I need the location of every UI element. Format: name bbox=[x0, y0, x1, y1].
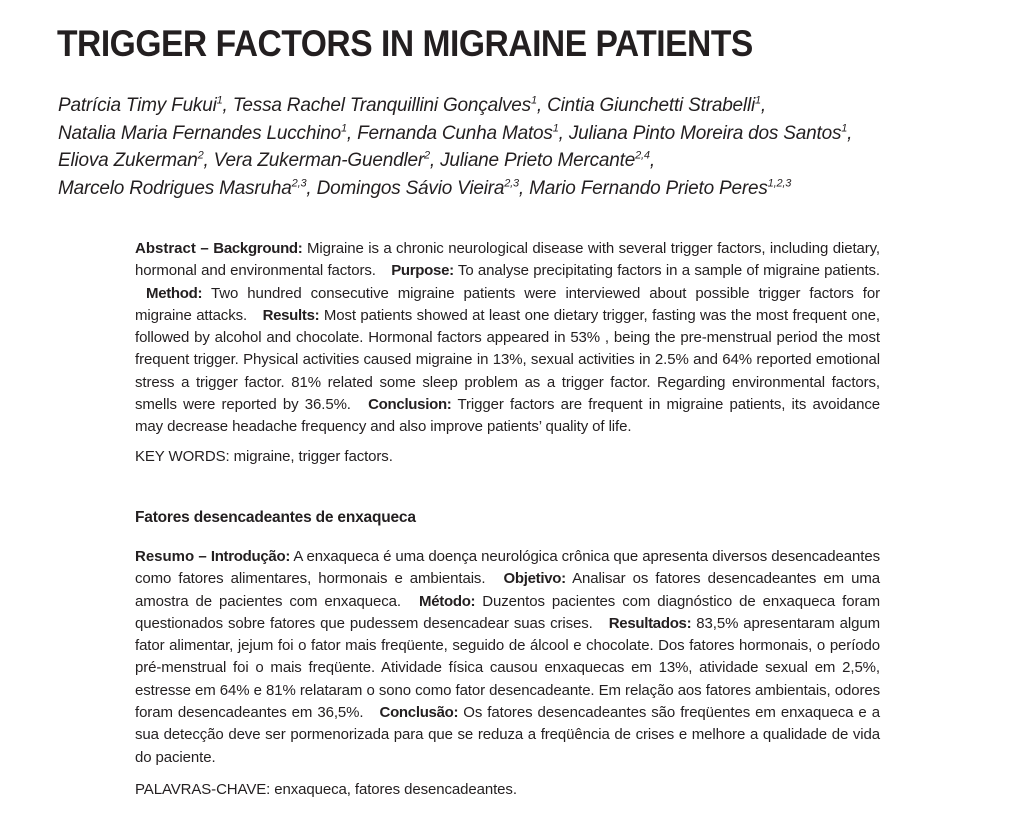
author bbox=[569, 123, 852, 144]
resumo-section-text-introducao: A enxaqueca é uma doença neurológica crônica que apresenta diversos desencadeantes como fatores alimentares, hormonais e ambientais. bbox=[135, 548, 880, 588]
resumo-section-text-metodo: Duzentos pacientes com diagnóstico de enxaqueca foram questionados sobre fatores que pudessem desencadear suas crises. bbox=[135, 592, 880, 632]
resumo-label: Resumo – bbox=[135, 548, 207, 565]
author-line bbox=[58, 175, 968, 203]
author-separator: , bbox=[760, 95, 767, 116]
author bbox=[440, 150, 655, 171]
abstract-section-label-results: Results: bbox=[262, 306, 320, 324]
author-separator: , bbox=[536, 95, 542, 116]
author bbox=[58, 150, 209, 171]
resumo-section-text-conclusao: Os fatores desencadeantes são freqüentes em enxaqueca e a sua detecção deve ser pormenorizada para que se reduza a freqüência de crises e melhore a qualidade de vida do paciente. bbox=[135, 704, 880, 766]
portuguese-title: Fatores desencadeantes de enxaqueca bbox=[135, 509, 416, 526]
author-name: Patrícia Timy Fukui bbox=[58, 95, 217, 116]
resumo-section-text-objetivo: Analisar os fatores desencadeantes em uma amostra de pacientes com enxaqueca. bbox=[135, 570, 880, 610]
resumo-paragraph bbox=[135, 546, 880, 769]
author-name: Natalia Maria Fernandes Lucchino bbox=[58, 122, 341, 144]
author-separator: , bbox=[518, 177, 525, 199]
author-separator: , bbox=[847, 122, 853, 144]
author-separator: , bbox=[306, 177, 312, 199]
author-list bbox=[58, 92, 968, 202]
author bbox=[58, 178, 311, 199]
paper-title: TRIGGER FACTORS IN MIGRAINE PATIENTS bbox=[57, 22, 753, 65]
abstract-section-text-method: Two hundred consecutive migraine patients were interviewed about possible trigger factors for migraine attacks. bbox=[135, 284, 880, 324]
author-name: Eliova Zukerman bbox=[58, 150, 198, 171]
abstract-section-text-background: Migraine is a chronic neurological disease with several trigger factors, including dietary, hormonal and environmental factors. bbox=[135, 240, 881, 280]
author-affiliation-superscript: 2,3 bbox=[504, 177, 519, 190]
palavras-chave-line: PALAVRAS-CHAVE: enxaqueca, fatores desencadeantes. bbox=[135, 781, 517, 798]
author-separator: , bbox=[649, 150, 655, 171]
author-name: Marcelo Rodrigues Masruha bbox=[58, 177, 292, 199]
author-name: Mario Fernando Prieto Peres bbox=[529, 177, 768, 199]
abstract-section-label-method: Method: bbox=[146, 284, 203, 302]
author bbox=[547, 95, 766, 116]
author bbox=[357, 123, 564, 144]
abstract-section-text-results: Most patients showed at least one dietary trigger, fasting was the most frequent one, followed by alcohol and chocolate. Hormonal factors appeared in 53% , being the pre-menstrual period the most frequent trigger. Physical activities caused migraine in 13%, sexual activities in 2.5% and 64% reported emotional stress a trigger factor. 81% related some sleep problem as a trigger factor. Regarding environmental factors, smells were reported by 36.5%. bbox=[135, 306, 880, 414]
abstract-section-text-conclusion: Trigger factors are frequent in migraine patients, its avoidance may decrease headache frequency and also improve patients’ quality of life. bbox=[135, 396, 880, 436]
author bbox=[317, 178, 524, 199]
resumo-section-text-resultados: 83,5% apresentaram algum fator alimentar, jejum foi o fator mais freqüente, seguido de álcool e chocolate. Dos fatores hormonais, o período pré-menstrual foi o mais freqüente. Atividade física causou enxaquecas em 13%, atividade sexual em 2,5%, estresse em 64% e 81% relataram o sono como fator desencadeante. Em relação aos fatores ambientais, odores foram desencadeantes em 36,5%. bbox=[135, 614, 880, 722]
author-separator: , bbox=[429, 150, 436, 171]
abstract-paragraph bbox=[135, 238, 880, 439]
resumo-section-label-resultados: Resultados: bbox=[608, 614, 692, 632]
author-line bbox=[58, 120, 968, 148]
author-name: Cintia Giunchetti Strabelli bbox=[547, 95, 755, 116]
author-name: Juliane Prieto Mercante bbox=[440, 150, 636, 171]
author-line bbox=[58, 147, 968, 175]
author-name: Juliana Pinto Moreira dos Santos bbox=[568, 122, 842, 144]
author-affiliation-superscript: 1 bbox=[530, 94, 537, 107]
author-affiliation-superscript: 2 bbox=[424, 149, 430, 162]
author-affiliation-superscript: 1,2,3 bbox=[767, 177, 792, 190]
author-affiliation-superscript: 2 bbox=[197, 149, 204, 162]
author-separator: , bbox=[346, 122, 352, 144]
author-name: Tessa Rachel Tranquillini Gonçalves bbox=[232, 95, 531, 116]
author-name: Vera Zukerman-Guendler bbox=[213, 150, 424, 171]
author bbox=[58, 95, 228, 116]
author-affiliation-superscript: 2,3 bbox=[291, 177, 307, 190]
author bbox=[58, 123, 352, 144]
resumo-section-label-metodo: Método: bbox=[419, 592, 476, 610]
author-affiliation-superscript: 2,4 bbox=[635, 149, 650, 162]
author-affiliation-superscript: 1 bbox=[552, 122, 559, 135]
author bbox=[214, 150, 435, 171]
author-name: Domingos Sávio Vieira bbox=[316, 177, 505, 199]
abstract-section-label-conclusion: Conclusion: bbox=[368, 396, 452, 414]
author-name: Fernanda Cunha Matos bbox=[357, 122, 553, 144]
author bbox=[233, 95, 542, 116]
abstract-section-label-purpose: Purpose: bbox=[391, 262, 454, 280]
author-separator: , bbox=[203, 150, 209, 171]
abstract-label: Abstract – bbox=[135, 240, 209, 257]
author-affiliation-superscript: 1 bbox=[841, 122, 848, 135]
author-affiliation-superscript: 1 bbox=[755, 94, 761, 107]
author-affiliation-superscript: 1 bbox=[216, 94, 223, 107]
author-separator: , bbox=[558, 122, 564, 144]
author-separator: , bbox=[222, 95, 228, 116]
abstract-section-text-purpose: To analyse precipitating factors in a sample of migraine patients. bbox=[457, 262, 880, 280]
author-line bbox=[58, 92, 968, 120]
resumo-section-label-introducao: Introdução: bbox=[210, 548, 291, 565]
abstract-section-label-background: Background: bbox=[213, 240, 303, 257]
author bbox=[529, 178, 791, 199]
keywords-line: KEY WORDS: migraine, trigger factors. bbox=[135, 448, 393, 465]
resumo-section-label-conclusao: Conclusão: bbox=[379, 704, 459, 722]
author-affiliation-superscript: 1 bbox=[340, 122, 347, 135]
resumo-section-label-objetivo: Objetivo: bbox=[503, 570, 566, 588]
